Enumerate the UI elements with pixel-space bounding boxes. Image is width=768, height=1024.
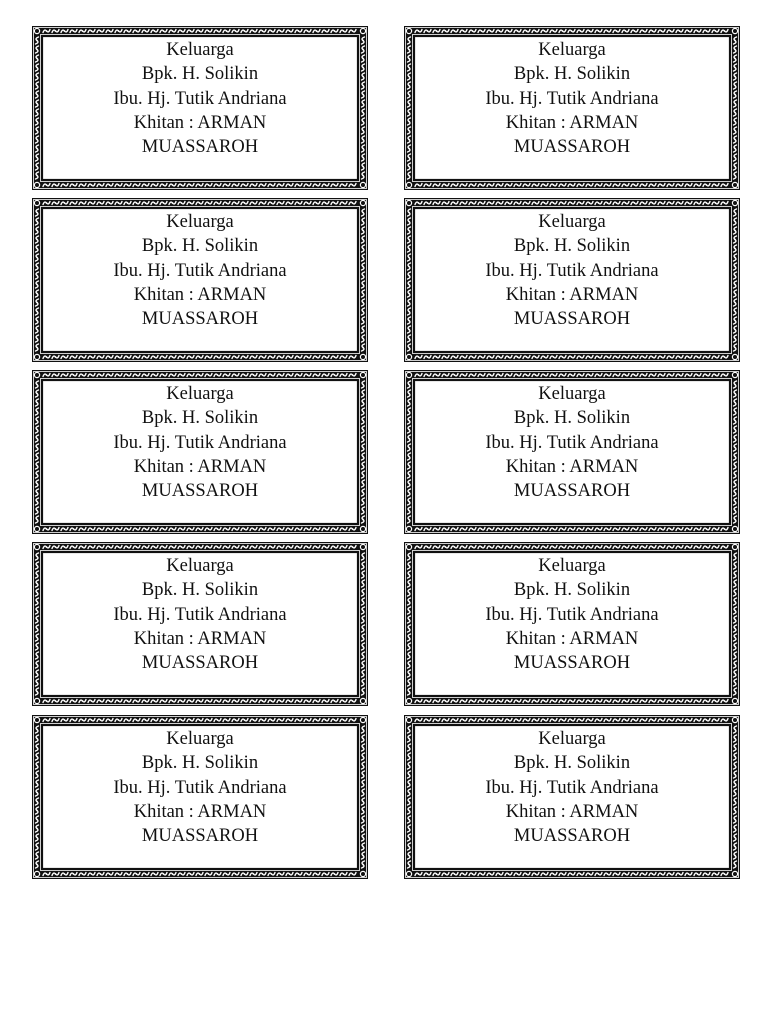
label-line-father: Bpk. H. Solikin (141, 753, 259, 774)
label-line-event: Khitan : ARMAN (133, 284, 267, 305)
label-line-mother: Ibu. Hj. Tutik Andriana (113, 88, 287, 109)
label-line-mother: Ibu. Hj. Tutik Andriana (113, 604, 287, 625)
label-line-name: MUASSAROH (513, 137, 631, 158)
label-text (46, 382, 354, 503)
label-line-family: Keluarga (538, 384, 606, 404)
label-line-family: Keluarga (538, 556, 606, 576)
label-line-mother: Ibu. Hj. Tutik Andriana (113, 432, 287, 453)
label-line-family: Keluarga (166, 729, 234, 749)
label-text (46, 727, 354, 848)
label-line-mother: Ibu. Hj. Tutik Andriana (113, 260, 287, 281)
label-text (418, 554, 726, 675)
label-line-name: MUASSAROH (141, 481, 259, 502)
label-line-name: MUASSAROH (513, 826, 631, 847)
label-line-event: Khitan : ARMAN (133, 456, 267, 477)
label-line-name: MUASSAROH (141, 826, 259, 847)
address-label (404, 26, 740, 190)
address-label (404, 370, 740, 534)
address-label (404, 715, 740, 879)
label-line-family: Keluarga (538, 729, 606, 749)
label-line-event: Khitan : ARMAN (505, 801, 639, 822)
label-line-father: Bpk. H. Solikin (513, 408, 631, 429)
label-text (418, 210, 726, 331)
label-line-mother: Ibu. Hj. Tutik Andriana (485, 432, 659, 453)
label-line-family: Keluarga (538, 212, 606, 232)
label-line-mother: Ibu. Hj. Tutik Andriana (485, 604, 659, 625)
address-label (32, 370, 368, 534)
label-line-family: Keluarga (166, 384, 234, 404)
label-line-name: MUASSAROH (513, 309, 631, 330)
label-line-event: Khitan : ARMAN (133, 112, 267, 133)
label-line-father: Bpk. H. Solikin (141, 580, 259, 601)
label-text (418, 727, 726, 848)
address-label (32, 715, 368, 879)
label-text (418, 38, 726, 159)
address-label (404, 542, 740, 706)
label-line-name: MUASSAROH (141, 309, 259, 330)
label-line-father: Bpk. H. Solikin (513, 236, 631, 257)
label-text (46, 210, 354, 331)
label-line-family: Keluarga (166, 556, 234, 576)
label-text (418, 382, 726, 503)
label-line-event: Khitan : ARMAN (133, 801, 267, 822)
label-line-event: Khitan : ARMAN (133, 628, 267, 649)
label-line-mother: Ibu. Hj. Tutik Andriana (485, 777, 659, 798)
label-line-mother: Ibu. Hj. Tutik Andriana (485, 88, 659, 109)
label-line-name: MUASSAROH (141, 137, 259, 158)
label-line-family: Keluarga (166, 40, 234, 60)
label-line-father: Bpk. H. Solikin (513, 64, 631, 85)
label-line-event: Khitan : ARMAN (505, 628, 639, 649)
label-line-event: Khitan : ARMAN (505, 112, 639, 133)
label-line-name: MUASSAROH (513, 481, 631, 502)
address-label (404, 198, 740, 362)
label-line-father: Bpk. H. Solikin (141, 64, 259, 85)
label-line-father: Bpk. H. Solikin (141, 408, 259, 429)
label-line-event: Khitan : ARMAN (505, 284, 639, 305)
label-line-name: MUASSAROH (513, 653, 631, 674)
label-line-father: Bpk. H. Solikin (513, 580, 631, 601)
label-line-mother: Ibu. Hj. Tutik Andriana (113, 777, 287, 798)
label-line-father: Bpk. H. Solikin (513, 753, 631, 774)
address-label (32, 542, 368, 706)
address-label (32, 26, 368, 190)
address-label (32, 198, 368, 362)
label-text (46, 38, 354, 159)
label-line-father: Bpk. H. Solikin (141, 236, 259, 257)
label-text (46, 554, 354, 675)
label-line-event: Khitan : ARMAN (505, 456, 639, 477)
label-line-family: Keluarga (538, 40, 606, 60)
label-line-family: Keluarga (166, 212, 234, 232)
label-line-name: MUASSAROH (141, 653, 259, 674)
label-line-mother: Ibu. Hj. Tutik Andriana (485, 260, 659, 281)
